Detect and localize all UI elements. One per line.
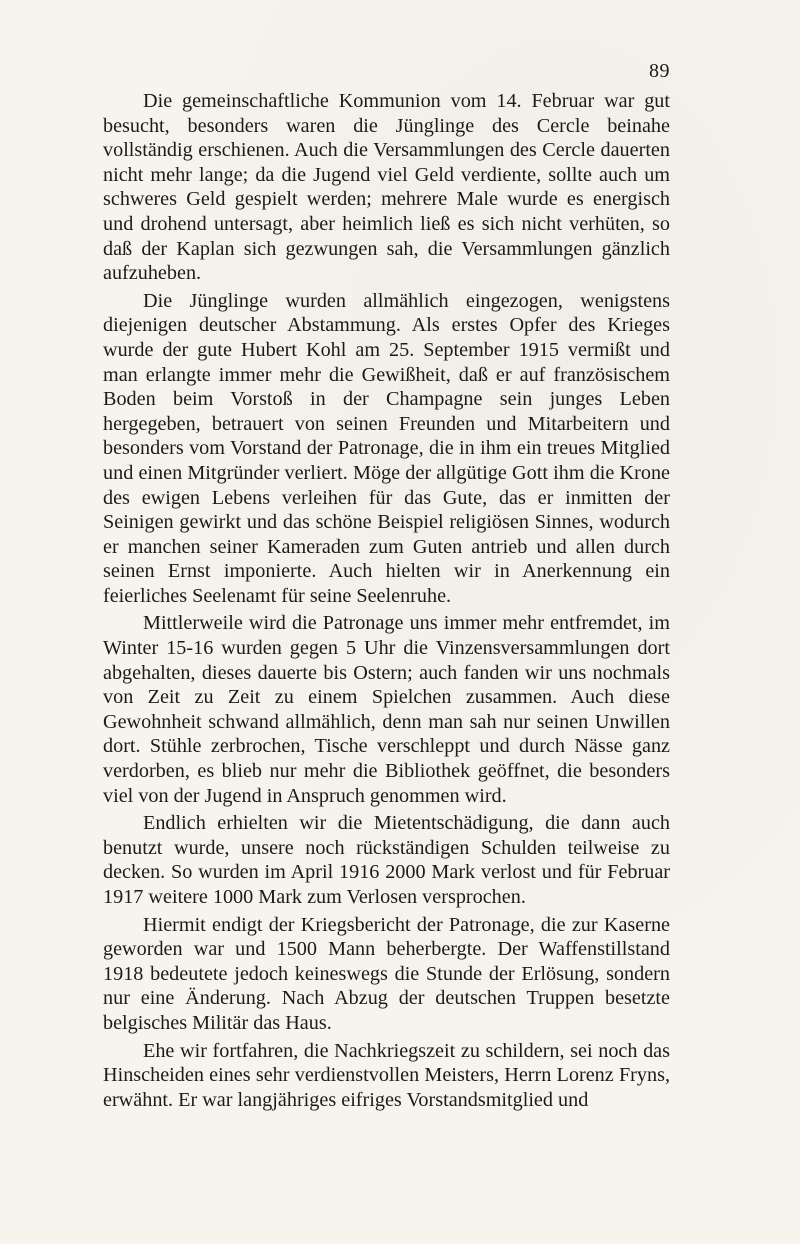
paragraph-compensation: Endlich erhielten wir die Mietentschädigung, die dann auch benutzt wurde, unsere noch rückständigen Schulden teilweise zu decken. So wurden im April 1916 2000 Mark verlost und für Februar 1917 weitere 1000 Mark zum Verlosen versprochen. <box>103 812 670 908</box>
body-text <box>103 89 670 1112</box>
paragraph-estrangement: Mittlerweile wird die Patronage uns immer mehr entfremdet, im Winter 15-16 wurden gegen 5 Uhr die Vinzensversammlungen dort abgehalten, dieses dauerte bis Ostern; auch fanden wir uns nochmals von Zeit zu Zeit zu einem Spielchen zusammen. Auch diese Gewohnheit schwand allmählich, denn man sah nur seinen Unwillen dort. Stühle zerbrochen, Tische verschleppt und durch Nässe ganz verdorben, es blieb nur mehr die Bibliothek geöffnet, die besonders viel von der Jugend in Anspruch genommen wird. <box>103 612 670 807</box>
paragraph-lorenz-fryns: Ehe wir fortfahren, die Nachkriegszeit zu schildern, sei noch das Hinscheiden eines sehr verdienstvollen Meisters, Herrn Lorenz Fryns, erwähnt. Er war langjähriges eifriges Vorstandsmitglied und <box>103 1039 670 1111</box>
page-number: 89 <box>649 60 670 82</box>
paragraph-war-report-end: Hiermit endigt der Kriegsbericht der Patronage, die zur Kaserne geworden war und 1500 Mann beherbergte. Der Waffenstillstand 1918 bedeutete jedoch keineswegs die Stunde der Erlösung, sondern nur eine Änderung. Nach Abzug der deutschen Truppen besetzte belgisches Militär das Haus. <box>103 913 670 1034</box>
paragraph-communion: Die gemeinschaftliche Kommunion vom 14. Februar war gut besucht, besonders waren die Jünglinge des Cercle beinahe vollständig erschienen. Auch die Versammlungen des Cercle dauerten nicht mehr lange; da die Jugend viel Geld verdiente, sollte auch um schweres Geld gespielt werden; mehrere Male wurde es energisch und drohend untersagt, aber heimlich ließ es sich nicht verhüten, so daß der Kaplan sich gezwungen sah, die Versammlungen gänzlich aufzuheben. <box>103 90 670 285</box>
paragraph-conscription: Die Jünglinge wurden allmählich eingezogen, wenigstens diejenigen deutscher Abstammung. Als erstes Opfer des Krieges wurde der gute Hubert Kohl am 25. September 1915 vermißt und man erlangte immer mehr die Gewißheit, daß er auf französischem Boden beim Vorstoß in der Champagne sein junges Leben hergegeben, betrauert von seinen Freunden und Mitarbeitern und besonders vom Vorstand der Patronage, die in ihm ein treues Mitglied und einen Mitgründer verliert. Möge der allgütige Gott ihm die Krone des ewigen Lebens verleihen für das Gute, das er inmitten der Seinigen gewirkt und das schöne Beispiel religiösen Sinnes, wodurch er manchen seiner Kameraden zum Guten antrieb und allen durch seinen Ernst imponierte. Auch hielten wir in Anerkennung ein feierliches Seelenamt für seine Seelenruhe. <box>103 289 670 607</box>
